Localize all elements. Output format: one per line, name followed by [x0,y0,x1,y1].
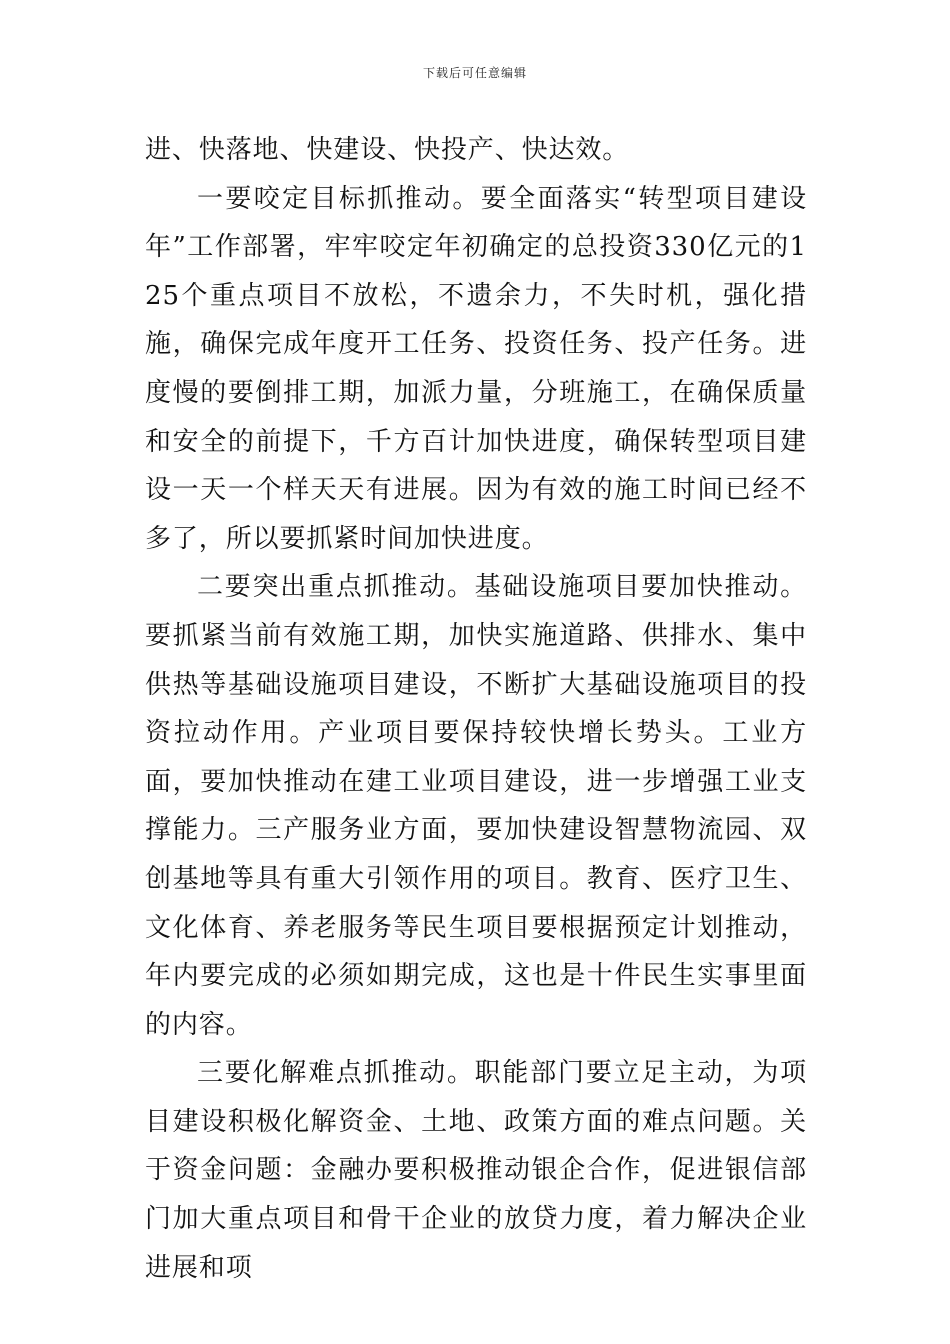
paragraph-one-focus-targets: 一要咬定目标抓推动。要全面落实“转型项目建设年”工作部署，牢牢咬定年初确定的总投资330亿元的125个重点项目不放松，不遗余力，不失时机，强化措施，确保完成年度开工任务、投资任务、投产任务。进度慢的要倒排工期，加派力量，分班施工，在确保质量和安全的前提下，千方百计加快进度，确保转型项目建设一天一个样天天有进展。因为有效的施工时间已经不多了，所以要抓紧时间加快进度。 [145,183,807,554]
paragraph-two-highlight-priorities: 二要突出重点抓推动。基础设施项目要加快推动。要抓紧当前有效施工期，加快实施道路、供排水、集中供热等基础设施项目建设，不断扩大基础设施项目的投资拉动作用。产业项目要保持较快增长势头。工业方面，要加快推动在建工业项目建设，进一步增强工业支撑能力。三产服务业方面，要加快建设智慧物流园、双创基地等具有重大引领作用的项目。教育、医疗卫生、文化体育、养老服务等民生项目要根据预定计划推动，年内要完成的必须如期完成，这也是十件民生实事里面的内容。 [145,572,807,1040]
paragraph-three-resolve-difficulties: 三要化解难点抓推动。职能部门要立足主动，为项目建设积极化解资金、土地、政策方面的难点问题。关于资金问题：金融办要积极推动银企合作，促进银信部门加大重点项目和骨干企业的放贷力度，着力解决企业进展和项 [145,1058,807,1283]
paragraph-continuation: 进、快落地、快建设、快投产、快达效。 [145,135,630,165]
download-note: 下载后可任意编辑 [422,66,527,80]
document-body [145,126,807,1292]
